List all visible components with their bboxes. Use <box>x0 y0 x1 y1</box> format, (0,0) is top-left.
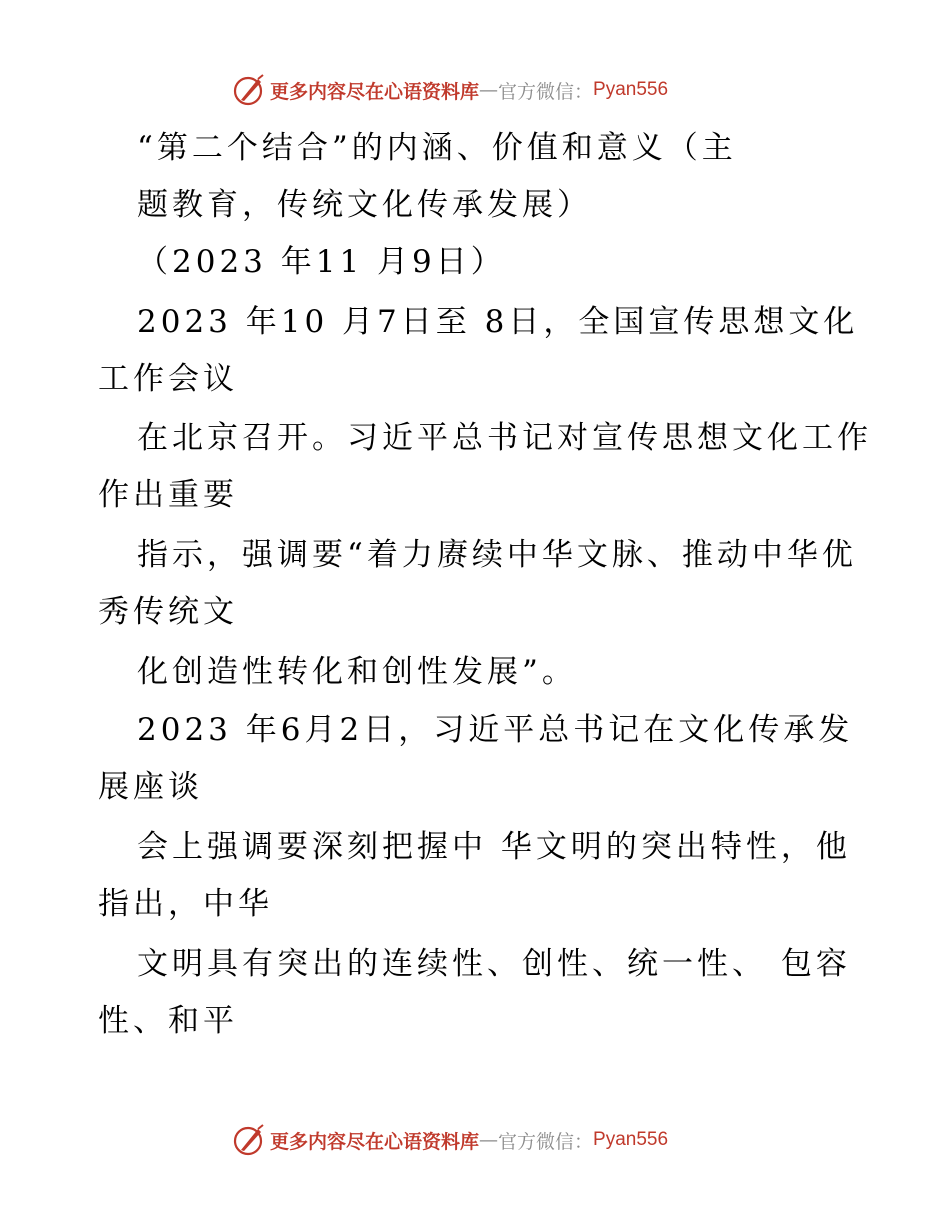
text-line: 会上强调要深刻把握中 华文明的突出特性，他 <box>137 829 851 865</box>
date-line: （2023 年11 月9日） <box>137 244 506 280</box>
banner-brand: 更多内容尽在心语资料库 <box>270 80 480 103</box>
text-line: 在北京召开。习近平总书记对宣传思想文化工作 <box>137 420 872 456</box>
text-line: 指出，中华 <box>98 886 273 922</box>
text-line: 2023 年10 月7日至 8日，全国宣传思想文化 <box>137 304 859 340</box>
text-line: 文明具有突出的连续性、创性、统一性、 包容 <box>137 946 851 982</box>
text-line: 展座谈 <box>98 769 203 805</box>
banner-wechat-id: Pyan556 <box>593 1129 669 1150</box>
banner-label: 官方微信： <box>498 80 594 103</box>
text-line: 秀传统文 <box>98 594 238 630</box>
banner-wechat-id: Pyan556 <box>593 79 669 100</box>
text-line: 性、和平 <box>98 1003 238 1039</box>
text-line: 2023 年6月2日，习近平总书记在文化传承发 <box>137 712 854 748</box>
text-line: 化创造性转化和创性发展”。 <box>137 654 577 690</box>
footer-banner <box>232 1122 668 1158</box>
banner-dash: — <box>479 79 499 101</box>
text-line: 工作会议 <box>98 361 238 397</box>
text-line: 作出重要 <box>98 477 238 513</box>
header-banner <box>232 72 668 108</box>
title-line-2: 题教育，传统文化传承发展） <box>137 187 592 223</box>
quill-logo-icon <box>232 1123 266 1157</box>
banner-dash: — <box>479 1129 499 1151</box>
text-line: 指示，强调要“着力赓续中华文脉、推动中华优 <box>137 537 857 573</box>
title-line-1: “第二个结合”的内涵、价值和意义（主 <box>137 130 737 166</box>
banner-brand: 更多内容尽在心语资料库 <box>270 1130 480 1153</box>
quill-logo-icon <box>232 73 266 107</box>
banner-label: 官方微信： <box>498 1130 594 1153</box>
